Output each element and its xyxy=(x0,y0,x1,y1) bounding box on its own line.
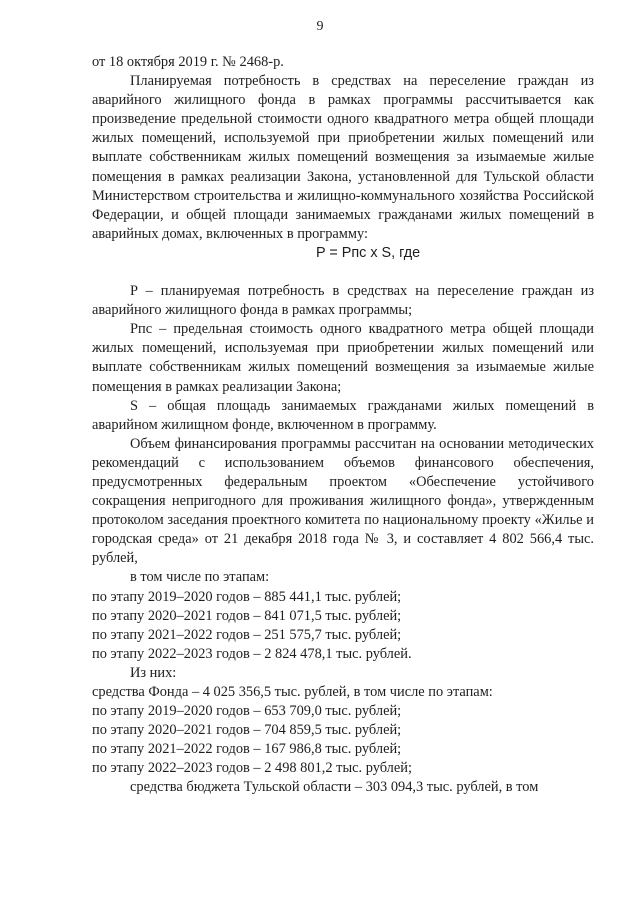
fund-stage-line: по этапу 2021–2022 годов – 167 986,8 тыс. рублей; xyxy=(92,741,402,758)
paragraph-financing-volume: Объем финансирования программы рассчитан на основании методических рекомендаций с использованием объемов финансового обеспечения, предусмотренных федеральным проектом «Обеспечение устойчивого сокращения непригодного для проживания жилищного фонда», утвержденным протоколом заседания проектного комитета по национальному проекту «Жилье и городская среда» от 21 декабря 2018 года № 3, и составляет 4 802 566,4 тыс. рублей, xyxy=(92,435,594,567)
stage-line: по этапу 2020–2021 годов – 841 071,5 тыс. рублей; xyxy=(92,607,402,624)
paragraph-order-reference: от 18 октября 2019 г. № 2468-р. xyxy=(92,54,284,70)
stages-intro: в том числе по этапам: xyxy=(130,569,270,586)
stage-line: по этапу 2019–2020 годов – 885 441,1 тыс. рублей; xyxy=(92,588,402,605)
formula: P = Рпс x S, где xyxy=(316,244,421,261)
fund-stage-line: по этапу 2020–2021 годов – 704 859,5 тыс. рублей; xyxy=(92,722,402,739)
stage-line: по этапу 2021–2022 годов – 251 575,7 тыс. рублей; xyxy=(92,626,402,643)
spacer xyxy=(92,263,594,282)
regional-budget-line: средства бюджета Тульской области – 303 094,3 тыс. рублей, в том xyxy=(130,779,539,796)
page-number: 9 xyxy=(316,19,324,34)
fund-stage-line: по этапу 2019–2020 годов – 653 709,0 тыс. рублей; xyxy=(92,703,402,720)
definition-rps: Рпс – предельная стоимость одного квадратного метра общей площади жилых помещений, используемая при приобретении жилых помещений или выплате собственникам жилых помещений возмещения за изымаемые жилые помещения в рамках реализации Закона; xyxy=(92,321,594,395)
of-them-label: Из них: xyxy=(130,664,177,681)
stage-line: по этапу 2022–2023 годов – 2 824 478,1 тыс. рублей. xyxy=(92,645,412,662)
paragraph-calculation-method: Планируемая потребность в средствах на переселение граждан из аварийного жилищного фонда в рамках программы рассчитывается как произведение предельной стоимости одного квадратного метра общей площади жилых помещений, используемой при приобретении жилых помещений или выплате собственникам жилых помещений возмещения за изымаемые жилые помещения в рамках реализации Закона, установленной для Тульской области Министерством строительства и жилищно-коммунального хозяйства Российской Федерации, и общей площади занимаемых гражданами жилых помещений в аварийных домах, включенных в программу: xyxy=(92,73,594,242)
fund-stage-line: по этапу 2022–2023 годов – 2 498 801,2 тыс. рублей; xyxy=(92,760,412,777)
fund-intro: средства Фонда – 4 025 356,5 тыс. рублей, в том числе по этапам: xyxy=(92,684,493,700)
definition-p: P – планируемая потребность в средствах на переселение граждан из аварийного жилищного фонда в рамках программы; xyxy=(92,283,594,319)
definition-s: S – общая площадь занимаемых гражданами жилых помещений в аварийном жилищном фонде, включенном в программу. xyxy=(92,397,594,433)
document-body xyxy=(92,53,594,798)
